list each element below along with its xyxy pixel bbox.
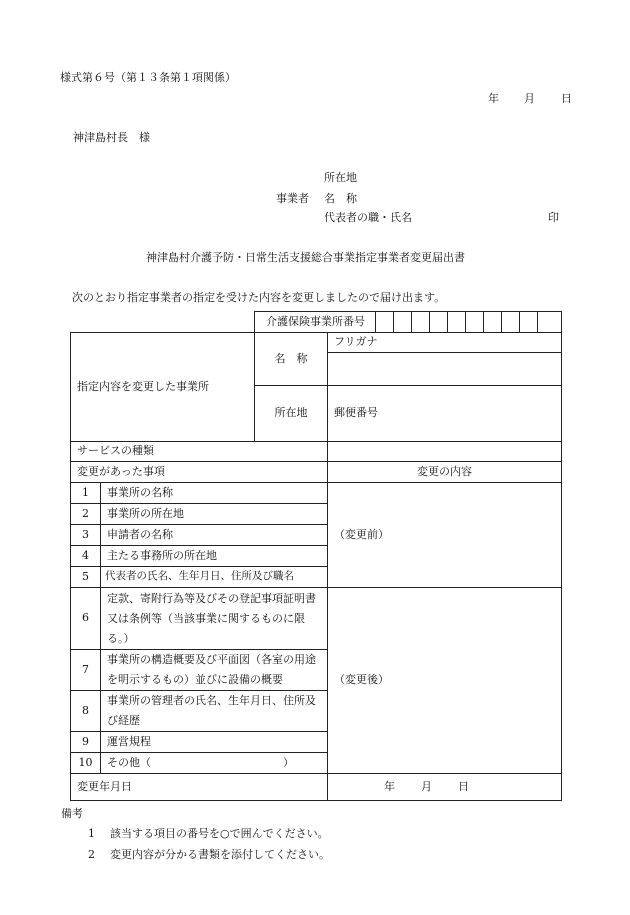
office-number-row bbox=[255, 312, 562, 333]
office-location-label: 所在地 bbox=[255, 386, 328, 442]
note-number: 1 bbox=[88, 827, 95, 840]
office-name-label: 名 称 bbox=[255, 333, 328, 386]
item-text: 申請者の名称 bbox=[101, 525, 328, 546]
seal-mark: 印 bbox=[548, 211, 559, 224]
date-day-label: 日 bbox=[561, 92, 572, 105]
office-location-field[interactable] bbox=[328, 386, 562, 442]
office-number-input[interactable] bbox=[376, 312, 555, 332]
notes-heading: 備考 bbox=[61, 807, 83, 820]
change-date-field[interactable] bbox=[328, 774, 562, 801]
applicant-role-label: 事業者 bbox=[276, 192, 309, 205]
date-year-label: 年 bbox=[488, 92, 499, 105]
form-number: 様式第６号（第１３条第１項関係） bbox=[60, 71, 236, 84]
changed-item-label: 変更があった事項 bbox=[71, 462, 328, 483]
office-name-field[interactable] bbox=[328, 353, 562, 386]
applicant-address-label: 所在地 bbox=[324, 171, 357, 184]
item-text: 事業所の名称 bbox=[101, 483, 328, 504]
furigana-field[interactable] bbox=[328, 333, 562, 353]
postal-code-label: 郵便番号 bbox=[334, 406, 378, 420]
addressee: 神津島村長 様 bbox=[73, 131, 150, 144]
after-change-field[interactable] bbox=[328, 588, 562, 774]
change-content-label: 変更の内容 bbox=[328, 462, 562, 483]
intro-text: 次のとおり指定事業者の指定を受けた内容を変更しましたので届け出ます。 bbox=[72, 291, 446, 304]
changed-office-label: 指定内容を変更した事業所 bbox=[71, 333, 255, 442]
change-date-month: 月 bbox=[421, 779, 432, 793]
item-number[interactable]: 10 bbox=[71, 753, 101, 774]
change-form-table bbox=[70, 311, 562, 801]
item-number[interactable]: 5 bbox=[71, 567, 101, 588]
item-number[interactable]: 9 bbox=[71, 732, 101, 753]
office-number-label: 介護保険事業所番号 bbox=[261, 312, 376, 332]
item-number[interactable]: 1 bbox=[71, 483, 101, 504]
item-number[interactable]: 4 bbox=[71, 546, 101, 567]
note-text: 変更内容が分かる書類を添付してください。 bbox=[110, 848, 330, 861]
item-number[interactable]: 2 bbox=[71, 504, 101, 525]
item-text: 定款、寄附行為等及びその登記事項証明書又は条例等（当該事業に関するものに限る。） bbox=[101, 588, 328, 650]
note-number: 2 bbox=[88, 848, 95, 861]
item-text: 事業所の所在地 bbox=[101, 504, 328, 525]
change-date-year: 年 bbox=[384, 779, 395, 793]
furigana-label: フリガナ bbox=[334, 335, 378, 349]
service-type-field[interactable] bbox=[328, 442, 562, 462]
note-text: 該当する項目の番号を○で囲んでください。 bbox=[110, 827, 329, 840]
applicant-representative-label: 代表者の職・氏名 bbox=[324, 211, 412, 224]
before-change-label: （変更前） bbox=[334, 527, 389, 541]
item-text: 事業所の構造概要及び平面図（各室の用途を明示するもの）並びに設備の概要 bbox=[101, 650, 328, 691]
after-change-label: （変更後） bbox=[334, 673, 389, 687]
change-date-day: 日 bbox=[458, 779, 469, 793]
applicant-name-label: 名 称 bbox=[324, 192, 357, 205]
before-change-field[interactable] bbox=[328, 483, 562, 588]
service-type-label: サービスの種類 bbox=[71, 442, 328, 462]
change-date-label: 変更年月日 bbox=[71, 774, 328, 801]
item-number[interactable]: 7 bbox=[71, 650, 101, 691]
item-number[interactable]: 3 bbox=[71, 525, 101, 546]
date-month-label: 月 bbox=[524, 92, 535, 105]
item-text: その他（ ） bbox=[101, 753, 328, 774]
item-text: 主たる事務所の所在地 bbox=[101, 546, 328, 567]
item-text: 運営規程 bbox=[101, 732, 328, 753]
item-number[interactable]: 6 bbox=[71, 588, 101, 650]
item-number[interactable]: 8 bbox=[71, 691, 101, 732]
document-title: 神津島村介護予防・日常生活支援総合事業指定事業者変更届出書 bbox=[146, 251, 465, 264]
item-text: 代表者の氏名、生年月日、住所及び職名 bbox=[101, 567, 328, 588]
item-text: 事業所の管理者の氏名、生年月日、住所及び経歴 bbox=[101, 691, 328, 732]
